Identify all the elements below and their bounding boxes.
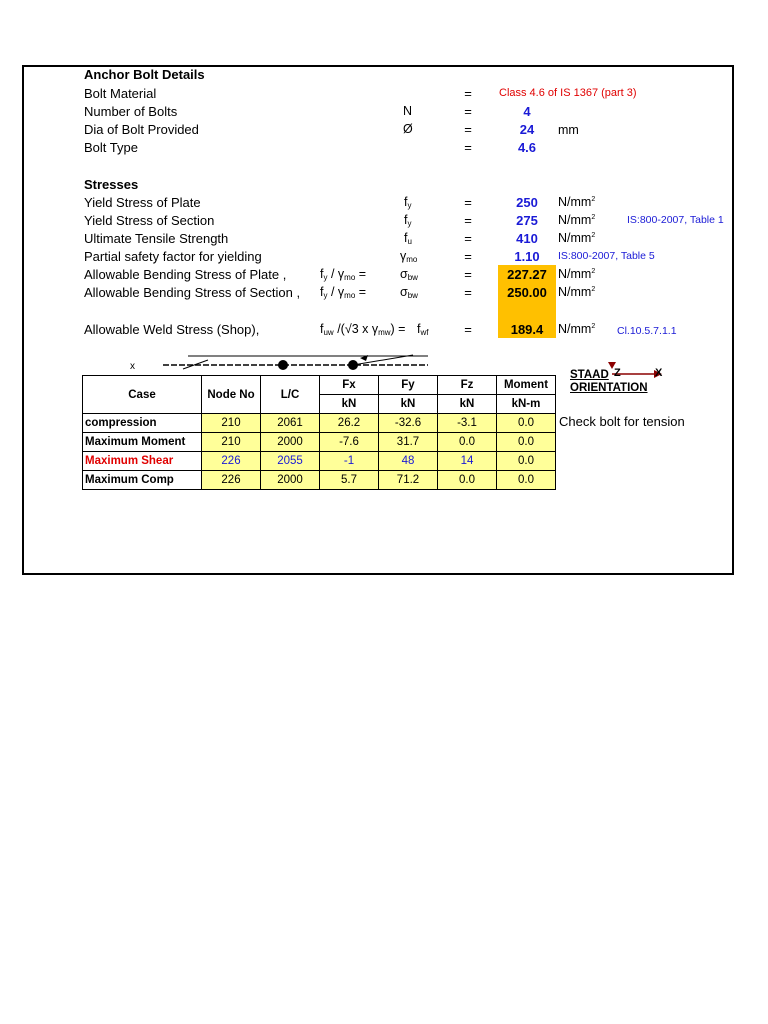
moment-cell: 0.0 bbox=[497, 414, 556, 433]
yield-section-value: 275 bbox=[516, 213, 538, 228]
table-row bbox=[83, 414, 556, 433]
partial-safety-factor-label: Partial safety factor for yielding bbox=[84, 249, 262, 264]
table-row bbox=[83, 471, 556, 490]
ultimate-strength-label: Ultimate Tensile Strength bbox=[84, 231, 229, 246]
partial-safety-factor-value: 1.10 bbox=[514, 249, 540, 264]
case-cell: Maximum Moment bbox=[83, 433, 202, 452]
bending-plate-label: Allowable Bending Stress of Plate , bbox=[84, 267, 287, 282]
equals-sign: = bbox=[464, 285, 472, 300]
unit-fz: kN bbox=[438, 395, 497, 414]
node-cell: 226 bbox=[202, 471, 261, 490]
stress-unit: $N/mm^2$ bbox=[558, 213, 596, 227]
bending-plate-formula: $f_y / \gamma_{mo}$ = bbox=[320, 267, 367, 282]
fz-cell: 14 bbox=[438, 452, 497, 471]
lc-cell: 2055 bbox=[261, 452, 320, 471]
axis-x-label: X bbox=[655, 367, 663, 379]
yield-plate-label: Yield Stress of Plate bbox=[84, 195, 201, 210]
equals-sign: = bbox=[464, 213, 472, 228]
table-row bbox=[83, 452, 556, 471]
case-cell: compression bbox=[83, 414, 202, 433]
header-case: Case bbox=[83, 376, 202, 414]
support-reactions-table bbox=[82, 375, 556, 490]
fx-cell: -1 bbox=[320, 452, 379, 471]
equals-sign: = bbox=[464, 104, 472, 119]
bolt-dia-label: Dia of Bolt Provided bbox=[84, 122, 199, 137]
bending-section-label: Allowable Bending Stress of Section , bbox=[84, 285, 301, 300]
bolt-dia-unit: mm bbox=[558, 123, 579, 137]
symbol-fwf: $f_{wf}$ bbox=[417, 322, 429, 337]
bending-section-value: 250.00 bbox=[507, 285, 547, 300]
number-of-bolts-label: Number of Bolts bbox=[84, 104, 178, 119]
fy-cell: 31.7 bbox=[379, 433, 438, 452]
equals-sign: = bbox=[464, 86, 472, 101]
header-fx: Fx bbox=[320, 376, 379, 395]
table-row bbox=[83, 433, 556, 452]
stress-unit: $N/mm^2$ bbox=[558, 267, 596, 281]
fz-cell: 0.0 bbox=[438, 433, 497, 452]
reference-table-1: IS:800-2007, Table 1 bbox=[627, 214, 724, 226]
case-cell: Maximum Shear bbox=[83, 452, 202, 471]
header-lc: L/C bbox=[261, 376, 320, 414]
section-title-anchor: Anchor Bolt Details bbox=[84, 67, 205, 82]
symbol-gamma-mo: $\gamma_{mo}$ bbox=[400, 249, 418, 264]
bolt-type-value: 4.6 bbox=[517, 140, 537, 155]
equals-sign: = bbox=[464, 122, 472, 137]
node-cell: 210 bbox=[202, 433, 261, 452]
moment-cell: 0.0 bbox=[497, 452, 556, 471]
lc-cell: 2061 bbox=[261, 414, 320, 433]
fx-cell: 26.2 bbox=[320, 414, 379, 433]
bolt-material-label: Bolt Material bbox=[84, 86, 157, 101]
lc-cell: 2000 bbox=[261, 433, 320, 452]
reference-clause: Cl.10.5.7.1.1 bbox=[617, 325, 677, 337]
symbol-sigma-bw: $\sigma_{bw}$ bbox=[400, 285, 418, 300]
weld-stress-label: Allowable Weld Stress (Shop), bbox=[84, 322, 260, 337]
fz-cell: 0.0 bbox=[438, 471, 497, 490]
yield-section-label: Yield Stress of Section bbox=[84, 213, 215, 228]
bolt-type-label: Bolt Type bbox=[84, 140, 138, 155]
bolt-dia-value: 24 bbox=[519, 122, 535, 137]
bending-plate-value: 227.27 bbox=[507, 267, 547, 282]
equals-sign: = bbox=[464, 231, 472, 246]
fx-cell: 5.7 bbox=[320, 471, 379, 490]
case-cell: Maximum Comp bbox=[83, 471, 202, 490]
node-cell: 210 bbox=[202, 414, 261, 433]
unit-moment: kN-m bbox=[497, 395, 556, 414]
header-node: Node No bbox=[202, 376, 261, 414]
symbol-fy: $f_y$ bbox=[404, 195, 412, 210]
equals-sign: = bbox=[464, 267, 472, 282]
section-title-stresses: Stresses bbox=[84, 177, 139, 192]
symbol-dia: Ø bbox=[403, 122, 413, 136]
fx-cell: -7.6 bbox=[320, 433, 379, 452]
tension-check-note: Check bolt for tension bbox=[559, 414, 685, 429]
weld-stress-value: 189.4 bbox=[510, 322, 544, 337]
fz-cell: -3.1 bbox=[438, 414, 497, 433]
moment-cell: 0.0 bbox=[497, 471, 556, 490]
equals-sign: = bbox=[464, 195, 472, 210]
equals-sign: = bbox=[464, 249, 472, 264]
yield-plate-value: 250 bbox=[516, 195, 538, 210]
symbol-sigma-bw: $\sigma_{bw}$ bbox=[400, 267, 418, 282]
stress-unit: $N/mm^2$ bbox=[558, 322, 596, 336]
header-moment: Moment bbox=[497, 376, 556, 395]
unit-fx: kN bbox=[320, 395, 379, 414]
fy-cell: -32.6 bbox=[379, 414, 438, 433]
equals-sign: = bbox=[464, 322, 472, 337]
header-fy: Fy bbox=[379, 376, 438, 395]
staad-orientation-label: STAAD ORIENTATION bbox=[570, 369, 648, 394]
unit-fy: kN bbox=[379, 395, 438, 414]
header-fz: Fz bbox=[438, 376, 497, 395]
node-cell: 226 bbox=[202, 452, 261, 471]
symbol-fy: $f_y$ bbox=[404, 213, 412, 228]
bending-section-formula: $f_y / \gamma_{mo}$ = bbox=[320, 285, 367, 300]
symbol-n: N bbox=[403, 104, 413, 118]
ultimate-strength-value: 410 bbox=[516, 231, 538, 246]
plate-sketch-icon bbox=[128, 352, 448, 374]
svg-text:x: x bbox=[130, 361, 135, 372]
stress-unit: $N/mm^2$ bbox=[558, 285, 596, 299]
stress-unit: $N/mm^2$ bbox=[558, 195, 596, 209]
fy-cell: 48 bbox=[379, 452, 438, 471]
equals-sign: = bbox=[464, 140, 472, 155]
lc-cell: 2000 bbox=[261, 471, 320, 490]
stress-unit: $N/mm^2$ bbox=[558, 231, 596, 245]
axis-z-label: Z bbox=[614, 367, 621, 379]
weld-formula: $f_{uw}$ /(√3 x $\gamma_{mw}$) = bbox=[320, 322, 406, 337]
symbol-fu: $f_u$ bbox=[404, 231, 412, 246]
bolt-material-value: Class 4.6 of IS 1367 (part 3) bbox=[499, 87, 637, 99]
number-of-bolts-value: 4 bbox=[523, 104, 531, 119]
moment-cell: 0.0 bbox=[497, 433, 556, 452]
reference-table-5: IS:800-2007, Table 5 bbox=[558, 250, 655, 262]
fy-cell: 71.2 bbox=[379, 471, 438, 490]
